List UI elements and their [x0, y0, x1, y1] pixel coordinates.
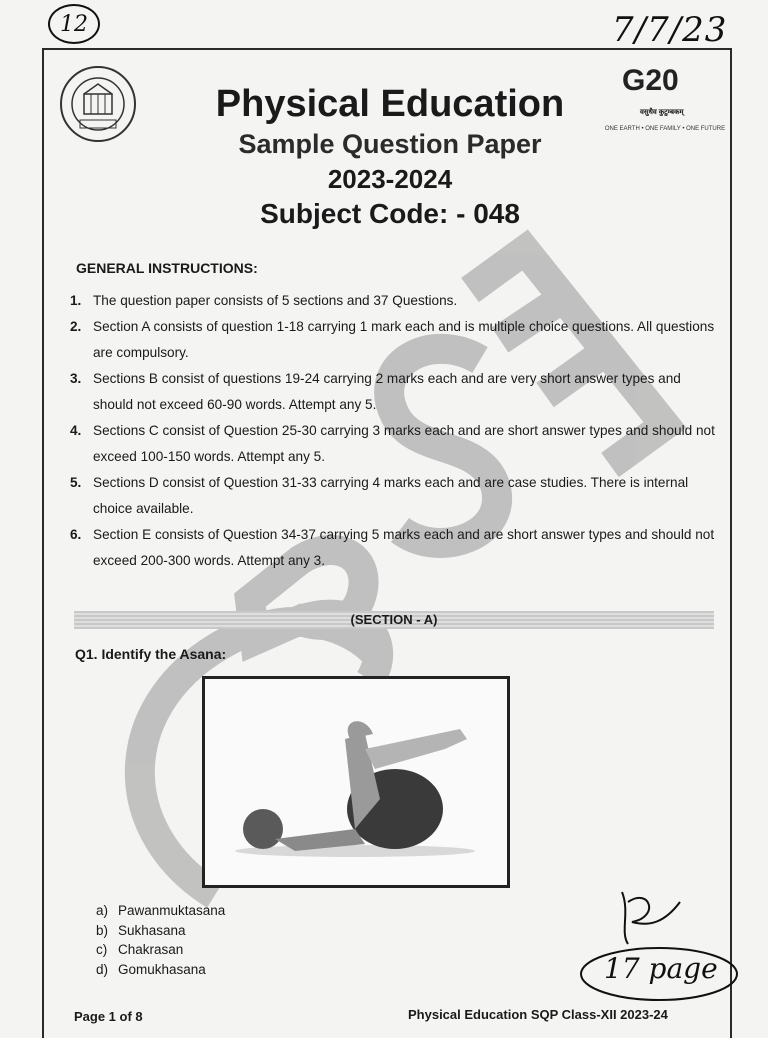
section-a-band — [74, 611, 714, 629]
subject-code: Subject Code: - 048 — [260, 198, 520, 229]
g20-english-tagline: ONE EARTH • ONE FAMILY • ONE FUTURE — [604, 126, 726, 132]
instruction-item: 2. Section A consists of question 1-18 carrying 1 mark each and is multiple choice questions. All questions are compulsory. — [70, 319, 715, 360]
document-title: Physical Education — [215, 83, 565, 125]
asana-photo — [202, 676, 510, 888]
g20-hindi-tagline: वसुधैव कुटुम्बकम् — [640, 109, 684, 116]
instruction-item: 3. Sections B consist of questions 19-24 carrying 2 marks each and are very short answer types and should not exceed 60-90 words. Attempt any 5. — [70, 371, 681, 412]
handwritten-page-mark: 12 — [48, 4, 100, 44]
answer-options — [96, 901, 225, 979]
title-block — [150, 82, 630, 232]
option-b[interactable]: b) Sukhasana — [96, 922, 186, 938]
handwritten-date: 7/7/23 — [612, 10, 728, 50]
instruction-item: 6. Section E consists of Question 34-37 carrying 5 marks each and are short answer types and should not exceed 200-300 words. Attempt any 3. — [70, 527, 715, 568]
question-1: Q1. Identify the Asana: — [75, 646, 227, 662]
option-d[interactable]: d) Gomukhasana — [96, 961, 206, 977]
handwritten-signature — [610, 882, 690, 952]
option-c[interactable]: c) Chakrasan — [96, 942, 184, 957]
footer-course-label: Physical Education SQP Class-XII 2023-24 — [408, 1007, 668, 1022]
academic-year: 2023-2024 — [327, 164, 453, 194]
instructions-heading: GENERAL INSTRUCTIONS: — [76, 260, 258, 276]
option-a[interactable]: a) Pawanmuktasana — [96, 903, 226, 918]
handwritten-page-count: 17 page — [578, 944, 740, 1004]
section-a-label: (SECTION - A) — [350, 612, 438, 627]
g20-wordmark: G20 — [622, 64, 679, 97]
instruction-item: 4. Sections C consist of Question 25-30 carrying 3 marks each and are short answer types and should not exceed 100-150 words. Attempt any 5. — [70, 423, 715, 464]
instructions-list — [70, 288, 720, 574]
cbse-emblem-logo — [58, 64, 138, 144]
instruction-item: 5. Sections D consist of Question 31-33 carrying 4 marks each and are case studies. There is internal choice available. — [70, 475, 689, 516]
footer-page-number: Page 1 of 8 — [74, 1009, 143, 1024]
document-subtitle: Sample Question Paper — [238, 129, 542, 159]
asana-figure — [205, 679, 507, 885]
instruction-item: 1. The question paper consists of 5 sections and 37 Questions. — [70, 293, 458, 308]
